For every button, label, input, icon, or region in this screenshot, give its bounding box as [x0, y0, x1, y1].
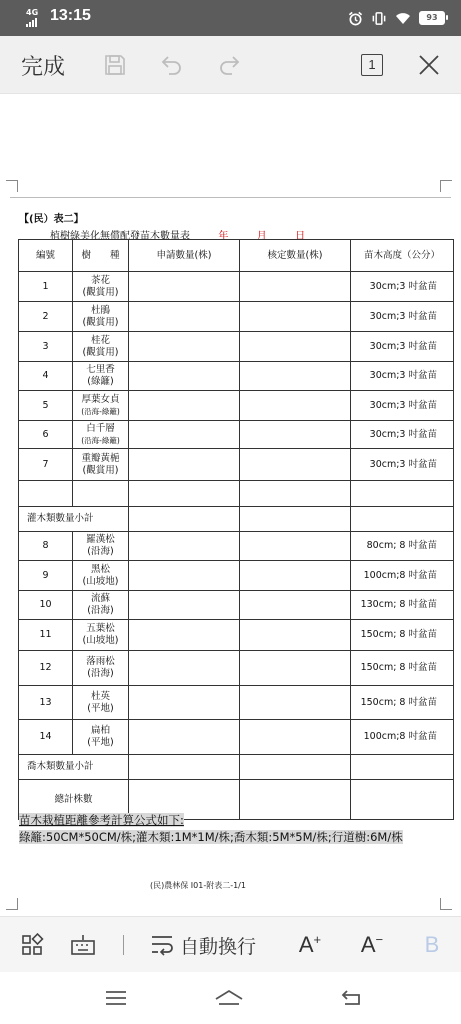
table-row [19, 651, 454, 686]
table-row [19, 421, 454, 449]
row-number: 3 [19, 332, 73, 362]
species-cell [73, 391, 129, 421]
row-number: 9 [19, 561, 73, 591]
word-wrap-label: 自動換行 [180, 935, 257, 958]
species-name: 杜鵑 [90, 304, 110, 316]
apply-qty-cell[interactable] [129, 421, 240, 449]
font-increase-letter: A [298, 932, 314, 957]
status-bar [0, 0, 461, 36]
approved-qty-cell[interactable] [240, 302, 351, 332]
height-cell: 150cm; 8 吋盆苗 [351, 651, 454, 686]
species-cell [73, 302, 129, 332]
species-cell [73, 651, 129, 686]
species-name: 五葉松 [86, 623, 115, 634]
col-header: 申請數量(株) [129, 240, 240, 272]
crop-mark [440, 180, 452, 192]
species-name: 黑松 [90, 563, 110, 575]
row-number: 4 [19, 362, 73, 391]
approved-qty-cell[interactable] [240, 651, 351, 686]
wrap-icon [150, 934, 174, 956]
tree-subtotal-approved[interactable] [240, 755, 351, 780]
species-name: 白千層 [86, 422, 115, 434]
crop-mark [440, 898, 452, 910]
row-number: 8 [19, 532, 73, 561]
form-label: 【(民）表二】 [19, 214, 84, 225]
apply-qty-cell[interactable] [129, 720, 240, 755]
keyboard-icon[interactable] [68, 929, 98, 961]
system-nav-bar [0, 972, 461, 1024]
species-use: (沿海-綠籬) [81, 435, 120, 445]
toolbar-divider [123, 935, 124, 955]
wifi-icon [395, 11, 411, 25]
vibrate-icon [371, 11, 387, 26]
approved-qty-cell[interactable] [240, 620, 351, 651]
font-decrease-button[interactable]: A − [360, 931, 384, 957]
height-cell: 30cm;3 吋盆苗 [351, 362, 454, 391]
row-number: 2 [19, 302, 73, 332]
species-cell [73, 272, 129, 302]
species-cell [73, 686, 129, 720]
signal-icon [26, 18, 40, 27]
approved-qty-cell[interactable] [240, 532, 351, 561]
undo-icon[interactable] [157, 50, 187, 80]
species-use: (平地) [87, 737, 114, 748]
height-cell: 30cm;3 吋盆苗 [351, 272, 454, 302]
col-header: 核定數量(株) [240, 240, 351, 272]
table-row [19, 686, 454, 720]
battery-icon: 93 [419, 11, 445, 25]
format-toolbar [0, 916, 461, 972]
apply-qty-cell[interactable] [129, 620, 240, 651]
form-footer: (民)農林保 I01-附表二-1/1 [150, 881, 246, 890]
species-use: (平地) [87, 702, 114, 714]
table-row [19, 272, 454, 302]
shrub-subtotal-label: 灌木類數量小計 [19, 507, 129, 532]
approved-qty-cell[interactable] [240, 421, 351, 449]
species-use: (綠籬) [87, 376, 114, 387]
network-type: 4G [26, 8, 39, 17]
col-header: 苗木高度（公分） [351, 240, 454, 272]
page-switch-button[interactable] [357, 50, 387, 80]
species-use: (觀賞用) [82, 316, 119, 328]
apply-qty-cell[interactable] [129, 391, 240, 421]
table-row [19, 532, 454, 561]
species-cell [73, 332, 129, 362]
species-name: 茶花 [90, 274, 110, 286]
species-cell [73, 591, 129, 620]
species-cell [73, 720, 129, 755]
back-icon[interactable] [336, 986, 366, 1010]
species-name: 流蘇 [90, 593, 110, 604]
font-increase-button[interactable]: A + [298, 931, 322, 957]
font-decrease-letter: A [360, 932, 376, 957]
height-cell: 100cm;8 吋盆苗 [351, 720, 454, 755]
height-cell: 150cm; 8 吋盆苗 [351, 686, 454, 720]
species-name: 扁柏 [90, 725, 110, 736]
apply-qty-cell[interactable] [129, 362, 240, 391]
crop-mark [6, 180, 18, 192]
word-wrap-button[interactable] [150, 929, 256, 961]
bold-button[interactable] [420, 929, 444, 961]
species-use: (觀賞用) [82, 346, 119, 358]
bold-letter: B [424, 932, 440, 957]
height-cell: 130cm; 8 吋盆苗 [351, 591, 454, 620]
species-cell [73, 362, 129, 391]
species-use: (山坡地) [82, 635, 119, 646]
species-cell [73, 532, 129, 561]
table-row [19, 561, 454, 591]
alarm-icon [348, 11, 363, 26]
title-text: 植樹綠美化無償配發苗木數量表 [50, 231, 190, 242]
table-row [19, 332, 454, 362]
apply-qty-cell[interactable] [129, 302, 240, 332]
height-cell: 80cm; 8 吋盆苗 [351, 532, 454, 561]
table-header-row [19, 240, 454, 272]
species-name: 重瓣黃梔 [81, 452, 120, 464]
formula-text: 綠籬:50CM*50CM/株;灌木類:1M*1M/株;喬木類:5M*5M/株;行道樹:6M/株 [19, 830, 403, 844]
species-name: 落雨松 [86, 656, 115, 667]
home-icon[interactable] [214, 986, 244, 1010]
table-row [19, 362, 454, 391]
table-row [19, 591, 454, 620]
done-button[interactable]: 完成 [21, 55, 66, 80]
total-label: 總計株數 [19, 780, 129, 820]
shrub-subtotal-apply[interactable] [129, 507, 240, 532]
species-name: 七里香 [86, 364, 115, 375]
col-header: 樹 種 [73, 240, 129, 272]
apply-qty-cell[interactable] [129, 449, 240, 481]
approved-qty-cell[interactable] [240, 720, 351, 755]
table-row [19, 449, 454, 481]
seedling-table [18, 239, 454, 820]
row-number: 14 [19, 720, 73, 755]
row-number: 1 [19, 272, 73, 302]
row-number: 13 [19, 686, 73, 720]
apply-qty-cell[interactable] [129, 591, 240, 620]
tree-subtotal-label: 喬木類數量小計 [19, 755, 129, 780]
species-use: (觀賞用) [82, 464, 119, 476]
species-name: 桂花 [90, 334, 110, 346]
crop-mark [6, 898, 18, 910]
height-cell: 30cm;3 吋盆苗 [351, 421, 454, 449]
row-number: 10 [19, 591, 73, 620]
height-cell: 30cm;3 吋盆苗 [351, 449, 454, 481]
species-cell [73, 561, 129, 591]
table-row-blank [19, 481, 454, 507]
apply-qty-cell[interactable] [129, 272, 240, 302]
tree-subtotal-apply[interactable] [129, 755, 240, 780]
close-icon[interactable] [414, 50, 444, 80]
redo-icon[interactable] [214, 50, 244, 80]
date-year: 年 [218, 231, 229, 242]
apply-qty-cell[interactable] [129, 532, 240, 561]
shrub-subtotal-row [19, 507, 454, 532]
approved-qty-cell[interactable] [240, 591, 351, 620]
clock: 13:15 [50, 7, 91, 24]
row-number: 11 [19, 620, 73, 651]
date-month: 月 [256, 231, 267, 242]
shrub-subtotal-approved[interactable] [240, 507, 351, 532]
row-number: 7 [19, 449, 73, 481]
approved-qty-cell[interactable] [240, 332, 351, 362]
species-use: (沿海) [87, 605, 114, 616]
approved-qty-cell[interactable] [240, 272, 351, 302]
species-use: (沿海) [87, 546, 114, 557]
approved-qty-cell[interactable] [240, 449, 351, 481]
table-row [19, 391, 454, 421]
apply-qty-cell[interactable] [129, 332, 240, 362]
species-use: (山坡地) [82, 575, 119, 587]
species-name: 杜英 [90, 690, 110, 702]
page-indicator: 1 [361, 54, 383, 76]
formula-note [19, 812, 403, 846]
tree-subtotal-row [19, 755, 454, 780]
grid-icon[interactable] [18, 929, 46, 961]
menu-icon[interactable] [101, 986, 131, 1010]
species-cell [73, 449, 129, 481]
save-icon[interactable] [100, 50, 130, 80]
approved-qty-cell[interactable] [240, 686, 351, 720]
row-number: 6 [19, 421, 73, 449]
species-use: (沿海-綠籬) [81, 406, 120, 416]
height-cell: 150cm; 8 吋盆苗 [351, 620, 454, 651]
approved-qty-cell[interactable] [240, 391, 351, 421]
apply-qty-cell[interactable] [129, 686, 240, 720]
species-name: 羅漢松 [86, 534, 115, 545]
document-page [0, 94, 461, 916]
approved-qty-cell[interactable] [240, 362, 351, 391]
species-cell [73, 421, 129, 449]
species-name: 厚葉女貞 [81, 393, 120, 405]
height-cell: 100cm;8 吋盆苗 [351, 561, 454, 591]
apply-qty-cell[interactable] [129, 651, 240, 686]
table-row [19, 302, 454, 332]
height-cell: 30cm;3 吋盆苗 [351, 302, 454, 332]
species-use: (沿海) [87, 668, 114, 679]
species-cell [73, 620, 129, 651]
header-line [10, 197, 451, 198]
col-header: 編號 [19, 240, 73, 272]
date-day: 日 [295, 231, 306, 242]
approved-qty-cell[interactable] [240, 561, 351, 591]
species-use: (觀賞用) [82, 286, 119, 298]
table-row [19, 620, 454, 651]
formula-heading: 苗木栽植距離參考計算公式如下: [19, 813, 184, 827]
row-number: 5 [19, 391, 73, 421]
editor-toolbar [0, 36, 461, 94]
row-number: 12 [19, 651, 73, 686]
height-cell: 30cm;3 吋盆苗 [351, 332, 454, 362]
height-cell: 30cm;3 吋盆苗 [351, 391, 454, 421]
apply-qty-cell[interactable] [129, 561, 240, 591]
table-row [19, 720, 454, 755]
